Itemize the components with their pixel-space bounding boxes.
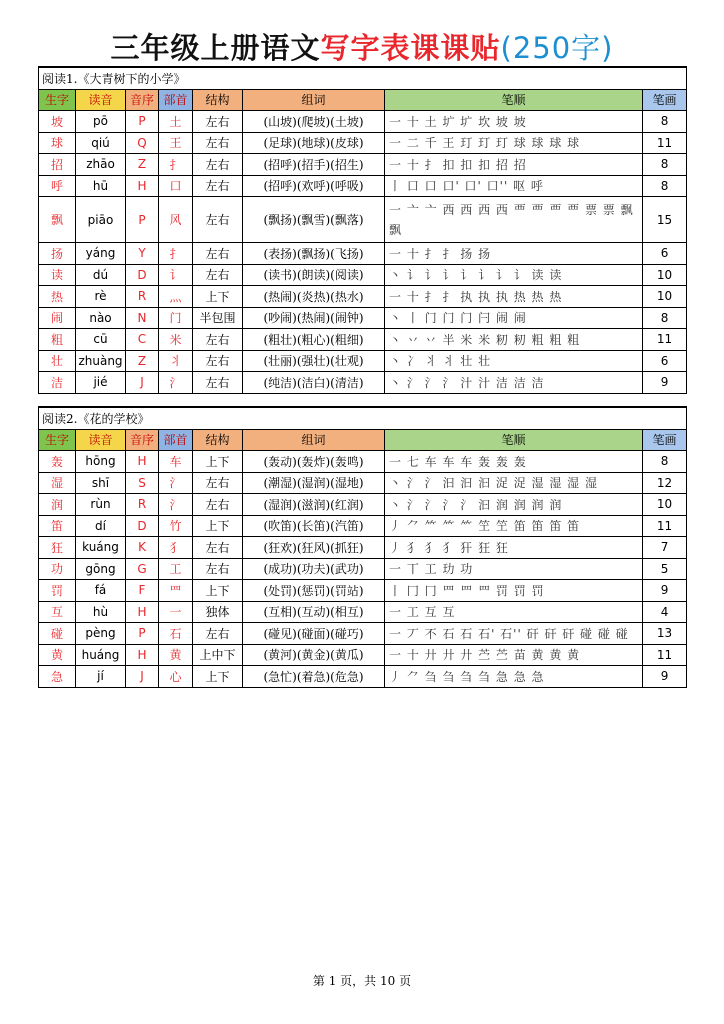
order-cell: R (126, 286, 159, 308)
structure-cell: 上中下 (193, 644, 243, 666)
radical-cell: 犭 (159, 537, 193, 559)
structure-cell: 上下 (193, 515, 243, 537)
char-cell: 闹 (39, 307, 76, 329)
header-order: 音序 (126, 429, 159, 451)
order-cell: D (126, 264, 159, 286)
table-row (39, 472, 687, 494)
radical-cell: 心 (159, 666, 193, 688)
table-row (39, 307, 687, 329)
pinyin-cell: dú (76, 264, 126, 286)
words-cell: (吹笛)(长笛)(汽笛) (243, 515, 385, 537)
radical-cell: 氵 (159, 494, 193, 516)
header-strokes: 笔顺 (385, 89, 643, 111)
header-pinyin: 读音 (76, 429, 126, 451)
header-char: 生字 (39, 89, 76, 111)
char-cell: 笛 (39, 515, 76, 537)
pinyin-cell: pō (76, 111, 126, 133)
pinyin-cell: jié (76, 372, 126, 394)
count-cell: 4 (643, 601, 687, 623)
order-cell: H (126, 644, 159, 666)
radical-cell: 土 (159, 111, 193, 133)
order-cell: J (126, 372, 159, 394)
char-cell: 急 (39, 666, 76, 688)
structure-cell: 左右 (193, 154, 243, 176)
header-radical: 部首 (159, 429, 193, 451)
radical-cell: 扌 (159, 243, 193, 265)
title-part-3: (250字) (500, 31, 614, 65)
words-cell: (互相)(互动)(相互) (243, 601, 385, 623)
table-row (39, 451, 687, 473)
char-cell: 功 (39, 558, 76, 580)
char-cell: 扬 (39, 243, 76, 265)
count-cell: 11 (643, 515, 687, 537)
strokes-cell: 一 亠 亠 西 西 西 西 覀 覀 覀 覀 票 票 飘 飘 (385, 197, 643, 243)
structure-cell: 左右 (193, 623, 243, 645)
count-cell: 9 (643, 580, 687, 602)
structure-cell: 左右 (193, 372, 243, 394)
strokes-cell: 丶 冫 丬 丬 壮 壮 (385, 350, 643, 372)
section-caption: 阅读1.《大青树下的小学》 (39, 67, 687, 89)
pinyin-cell: qiú (76, 132, 126, 154)
header-structure: 结构 (193, 89, 243, 111)
count-cell: 8 (643, 307, 687, 329)
table-row (39, 601, 687, 623)
structure-cell: 左右 (193, 243, 243, 265)
table-row (39, 623, 687, 645)
header-order: 音序 (126, 89, 159, 111)
header-structure: 结构 (193, 429, 243, 451)
pinyin-cell: hōng (76, 451, 126, 473)
section-caption: 阅读2.《花的学校》 (39, 407, 687, 429)
radical-cell: 口 (159, 175, 193, 197)
structure-cell: 左右 (193, 472, 243, 494)
table-row (39, 350, 687, 372)
structure-cell: 上下 (193, 580, 243, 602)
pinyin-cell: shī (76, 472, 126, 494)
strokes-cell: 丶 丷 丷 半 米 米 籾 籾 粗 粗 粗 (385, 329, 643, 351)
radical-cell: 石 (159, 623, 193, 645)
header-pinyin: 读音 (76, 89, 126, 111)
words-cell: (壮丽)(强壮)(壮观) (243, 350, 385, 372)
pinyin-cell: huáng (76, 644, 126, 666)
table-row (39, 154, 687, 176)
strokes-cell: 一 十 扌 扌 扬 扬 (385, 243, 643, 265)
count-cell: 15 (643, 197, 687, 243)
strokes-cell: 丨 冂 冂 罒 罒 罒 罚 罚 罚 (385, 580, 643, 602)
strokes-cell: 一 丆 不 石 石 石' 石'' 矸 矸 矸 碰 碰 碰 (385, 623, 643, 645)
title-part-2: 写字表课课贴 (320, 31, 501, 65)
order-cell: H (126, 451, 159, 473)
order-cell: P (126, 111, 159, 133)
pinyin-cell: jí (76, 666, 126, 688)
structure-cell: 上下 (193, 666, 243, 688)
radical-cell: 讠 (159, 264, 193, 286)
header-radical: 部首 (159, 89, 193, 111)
words-cell: (表扬)(飘扬)(飞扬) (243, 243, 385, 265)
words-cell: (招呼)(欢呼)(呼吸) (243, 175, 385, 197)
order-cell: N (126, 307, 159, 329)
radical-cell: 工 (159, 558, 193, 580)
table-row (39, 372, 687, 394)
count-cell: 6 (643, 243, 687, 265)
order-cell: C (126, 329, 159, 351)
words-cell: (热闹)(炎热)(热水) (243, 286, 385, 308)
order-cell: K (126, 537, 159, 559)
pinyin-cell: piāo (76, 197, 126, 243)
char-cell: 读 (39, 264, 76, 286)
count-cell: 5 (643, 558, 687, 580)
pinyin-cell: zhuàng (76, 350, 126, 372)
count-cell: 11 (643, 132, 687, 154)
pinyin-cell: hū (76, 175, 126, 197)
count-cell: 8 (643, 175, 687, 197)
strokes-cell: 丶 丨 门 门 门 闩 闹 闹 (385, 307, 643, 329)
radical-cell: 黄 (159, 644, 193, 666)
pinyin-cell: pèng (76, 623, 126, 645)
pinyin-cell: dí (76, 515, 126, 537)
count-cell: 7 (643, 537, 687, 559)
radical-cell: 竹 (159, 515, 193, 537)
radical-cell: 氵 (159, 372, 193, 394)
header-row (39, 429, 687, 451)
char-cell: 洁 (39, 372, 76, 394)
header-words: 组词 (243, 429, 385, 451)
count-cell: 10 (643, 494, 687, 516)
order-cell: Z (126, 350, 159, 372)
char-cell: 狂 (39, 537, 76, 559)
order-cell: J (126, 666, 159, 688)
strokes-cell: 丶 讠 讠 讠 讠 讠 讠 讠 读 读 (385, 264, 643, 286)
structure-cell: 左右 (193, 264, 243, 286)
header-char: 生字 (39, 429, 76, 451)
count-cell: 6 (643, 350, 687, 372)
strokes-cell: 丶 氵 氵 氵 氵 汩 润 润 润 润 (385, 494, 643, 516)
strokes-cell: 丿 ⺈ ⺮ ⺮ ⺮ 笁 笁 笛 笛 笛 笛 (385, 515, 643, 537)
strokes-cell: 一 工 互 互 (385, 601, 643, 623)
words-cell: (湿润)(滋润)(红润) (243, 494, 385, 516)
radical-cell: 扌 (159, 154, 193, 176)
char-cell: 互 (39, 601, 76, 623)
strokes-cell: 一 十 扌 扌 执 执 执 热 热 热 (385, 286, 643, 308)
order-cell: Q (126, 132, 159, 154)
radical-cell: 一 (159, 601, 193, 623)
count-cell: 11 (643, 329, 687, 351)
strokes-cell: 丶 氵 氵 氵 汁 汁 洁 洁 洁 (385, 372, 643, 394)
radical-cell: 车 (159, 451, 193, 473)
table-row (39, 666, 687, 688)
order-cell: F (126, 580, 159, 602)
pinyin-cell: cū (76, 329, 126, 351)
strokes-cell: 丶 氵 氵 汩 汩 汩 浞 浞 湿 湿 湿 湿 (385, 472, 643, 494)
structure-cell: 左右 (193, 329, 243, 351)
page-footer: 第 1 页，共 10 页 (312, 974, 412, 988)
strokes-cell: 丿 犭 犭 犭 犴 狂 狂 (385, 537, 643, 559)
radical-cell: 氵 (159, 472, 193, 494)
char-cell: 热 (39, 286, 76, 308)
radical-cell: 米 (159, 329, 193, 351)
table-row (39, 243, 687, 265)
table-row (39, 175, 687, 197)
char-cell: 呼 (39, 175, 76, 197)
structure-cell: 左右 (193, 197, 243, 243)
order-cell: H (126, 601, 159, 623)
words-cell: (读书)(朗读)(阅读) (243, 264, 385, 286)
pinyin-cell: nào (76, 307, 126, 329)
words-cell: (黄河)(黄金)(黄瓜) (243, 644, 385, 666)
table-row (39, 580, 687, 602)
order-cell: Y (126, 243, 159, 265)
order-cell: S (126, 472, 159, 494)
char-cell: 轰 (39, 451, 76, 473)
structure-cell: 左右 (193, 558, 243, 580)
words-cell: (急忙)(着急)(危急) (243, 666, 385, 688)
table-row (39, 197, 687, 243)
order-cell: P (126, 623, 159, 645)
pinyin-cell: yáng (76, 243, 126, 265)
words-cell: (狂欢)(狂风)(抓狂) (243, 537, 385, 559)
words-cell: (成功)(功夫)(武功) (243, 558, 385, 580)
header-count: 笔画 (643, 429, 687, 451)
radical-cell: 灬 (159, 286, 193, 308)
char-cell: 润 (39, 494, 76, 516)
radical-cell: 丬 (159, 350, 193, 372)
pinyin-cell: zhāo (76, 154, 126, 176)
strokes-cell: 一 十 土 圹 圹 坎 坡 坡 (385, 111, 643, 133)
pinyin-cell: gōng (76, 558, 126, 580)
table-row (39, 537, 687, 559)
char-cell: 飘 (39, 197, 76, 243)
pinyin-cell: kuáng (76, 537, 126, 559)
count-cell: 8 (643, 451, 687, 473)
radical-cell: 罒 (159, 580, 193, 602)
pinyin-cell: hù (76, 601, 126, 623)
pinyin-cell: fá (76, 580, 126, 602)
pinyin-cell: rè (76, 286, 126, 308)
char-cell: 招 (39, 154, 76, 176)
strokes-cell: 一 十 扌 扣 扣 扣 招 招 (385, 154, 643, 176)
count-cell: 10 (643, 286, 687, 308)
table-row (39, 111, 687, 133)
header-words: 组词 (243, 89, 385, 111)
table-row (39, 264, 687, 286)
structure-cell: 左右 (193, 175, 243, 197)
structure-cell: 左右 (193, 350, 243, 372)
structure-cell: 独体 (193, 601, 243, 623)
strokes-cell: 丨 口 口 口' 口' 口'' 呕 呼 (385, 175, 643, 197)
order-cell: R (126, 494, 159, 516)
table-row (39, 286, 687, 308)
count-cell: 9 (643, 666, 687, 688)
char-cell: 球 (39, 132, 76, 154)
table-row (39, 558, 687, 580)
pinyin-cell: rùn (76, 494, 126, 516)
table-row (39, 515, 687, 537)
words-cell: (飘扬)(飘雪)(飘落) (243, 197, 385, 243)
char-cell: 罚 (39, 580, 76, 602)
structure-cell: 左右 (193, 494, 243, 516)
char-cell: 碰 (39, 623, 76, 645)
count-cell: 8 (643, 111, 687, 133)
table-row (39, 132, 687, 154)
header-row (39, 89, 687, 111)
structure-cell: 左右 (193, 132, 243, 154)
count-cell: 10 (643, 264, 687, 286)
structure-cell: 半包围 (193, 307, 243, 329)
structure-cell: 左右 (193, 537, 243, 559)
strokes-cell: 丿 ⺈ 刍 刍 刍 刍 急 急 急 (385, 666, 643, 688)
order-cell: G (126, 558, 159, 580)
table-row (39, 494, 687, 516)
header-count: 笔画 (643, 89, 687, 111)
structure-cell: 上下 (193, 286, 243, 308)
strokes-cell: 一 十 廾 廾 廾 苎 苎 苗 黄 黄 黄 (385, 644, 643, 666)
words-cell: (山坡)(爬坡)(土坡) (243, 111, 385, 133)
table-row (39, 329, 687, 351)
page-title (0, 26, 724, 67)
words-cell: (处罚)(惩罚)(罚站) (243, 580, 385, 602)
strokes-cell: 一 二 千 王 玎 玎 玎 球 球 球 球 (385, 132, 643, 154)
char-cell: 湿 (39, 472, 76, 494)
order-cell: P (126, 197, 159, 243)
char-cell: 坡 (39, 111, 76, 133)
title-part-1: 三年级上册语文 (110, 31, 321, 65)
count-cell: 8 (643, 154, 687, 176)
structure-cell: 左右 (193, 111, 243, 133)
radical-cell: 门 (159, 307, 193, 329)
header-strokes: 笔顺 (385, 429, 643, 451)
count-cell: 13 (643, 623, 687, 645)
strokes-cell: 一 丅 工 玏 功 (385, 558, 643, 580)
order-cell: D (126, 515, 159, 537)
words-cell: (足球)(地球)(皮球) (243, 132, 385, 154)
count-cell: 12 (643, 472, 687, 494)
char-cell: 壮 (39, 350, 76, 372)
table-row (39, 644, 687, 666)
words-cell: (纯洁)(洁白)(清洁) (243, 372, 385, 394)
count-cell: 11 (643, 644, 687, 666)
words-cell: (碰见)(碰面)(碰巧) (243, 623, 385, 645)
char-cell: 粗 (39, 329, 76, 351)
radical-cell: 王 (159, 132, 193, 154)
structure-cell: 上下 (193, 451, 243, 473)
count-cell: 9 (643, 372, 687, 394)
words-cell: (轰动)(轰炸)(轰鸣) (243, 451, 385, 473)
section-2-table (38, 406, 687, 688)
section-1-table (38, 66, 687, 394)
char-cell: 黄 (39, 644, 76, 666)
words-cell: (粗壮)(粗心)(粗细) (243, 329, 385, 351)
order-cell: Z (126, 154, 159, 176)
radical-cell: 风 (159, 197, 193, 243)
order-cell: H (126, 175, 159, 197)
words-cell: (招呼)(招手)(招生) (243, 154, 385, 176)
strokes-cell: 一 七 车 车 车 轰 轰 轰 (385, 451, 643, 473)
words-cell: (吵闹)(热闹)(闹钟) (243, 307, 385, 329)
words-cell: (潮湿)(湿润)(湿地) (243, 472, 385, 494)
